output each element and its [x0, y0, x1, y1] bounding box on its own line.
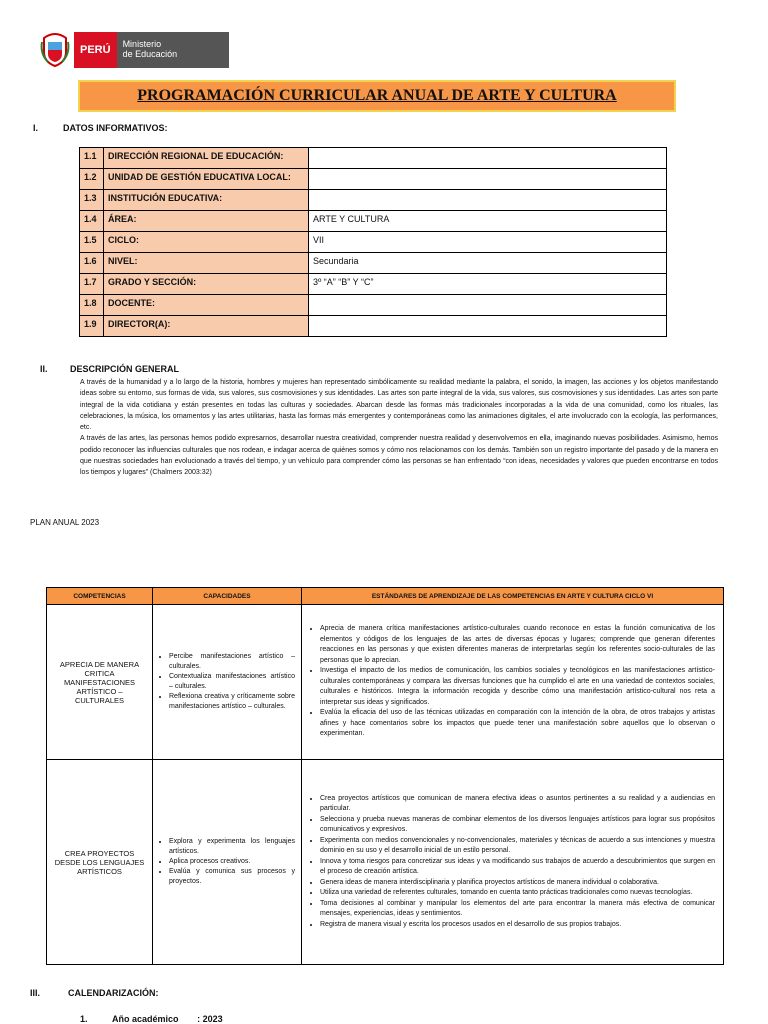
- datos-number-cell: 1.1: [80, 148, 104, 169]
- datos-value-cell: [309, 148, 667, 169]
- datos-label-cell: CICLO:: [104, 232, 309, 253]
- document-title: PROGRAMACIÓN CURRICULAR ANUAL DE ARTE Y CULTURA: [78, 80, 676, 112]
- competencia-cell: APRECIA DE MANERA CRITICA MANIFESTACIONES ARTÍSTICO – CULTURALES: [47, 605, 153, 760]
- competencias-header-row: [47, 588, 724, 605]
- datos-label-cell: DIRECCIÓN REGIONAL DE EDUCACIÓN:: [104, 148, 309, 169]
- ano-academico-line: 1. Año académico : 2023: [80, 1014, 223, 1024]
- datos-label-cell: DIRECTOR(A):: [104, 316, 309, 337]
- list-item: • Contextualiza manifestaciones artístico – culturales.: [169, 672, 295, 692]
- datos-value-cell: [309, 295, 667, 316]
- datos-number-cell: 1.4: [80, 211, 104, 232]
- datos-label-cell: GRADO Y SECCIÓN:: [104, 274, 309, 295]
- table-row: [80, 232, 667, 253]
- peru-label: PERÚ: [74, 32, 117, 68]
- list-item: • Experimenta con medios convencionales y no-convencionales, materiales y técnicas de acuerdo a sus intenciones y muestra dominio en su uso y el desarrollo inicial de un estilo personal.: [320, 836, 715, 857]
- datos-value-cell: VII: [309, 232, 667, 253]
- table-row: [47, 605, 724, 760]
- list-item: • Percibe manifestaciones artístico – culturales.: [169, 652, 295, 672]
- datos-number-cell: 1.6: [80, 253, 104, 274]
- table-row: [80, 190, 667, 211]
- list-item: • Evalúa la eficacia del uso de las técnicas utilizadas en comparación con la intención de la obra, de otros trabajos y artistas afines y hace comentarios sobre los impactos que puede tener una manifestación sobre aquellos que lo observan o experimentan.: [320, 708, 715, 740]
- datos-label-cell: ÁREA:: [104, 211, 309, 232]
- competencias-table: [46, 587, 724, 965]
- datos-label-cell: DOCENTE:: [104, 295, 309, 316]
- table-row: [80, 211, 667, 232]
- minedu-logo: [40, 32, 229, 68]
- plan-anual-label: PLAN ANUAL 2023: [30, 518, 100, 527]
- header-estandares: ESTÁNDARES DE APRENDIZAJE DE LAS COMPETENCIAS EN ARTE Y CULTURA CICLO VI: [302, 588, 724, 605]
- estandares-cell: [302, 760, 724, 965]
- list-item: • Evalúa y comunica sus procesos y proyectos.: [169, 867, 295, 887]
- datos-number-cell: 1.8: [80, 295, 104, 316]
- list-item: • Crea proyectos artísticos que comunican de manera efectiva ideas o asuntos pertinentes a su realidad y a audiencias en particular.: [320, 794, 715, 815]
- datos-number-cell: 1.2: [80, 169, 104, 190]
- table-row: [80, 253, 667, 274]
- description-text: A través de la humanidad y a lo largo de la historia, hombres y mujeres han representado simbólicamente su realidad mediante la palabra, el sonido, la imagen, las acciones y los objetos manifestando ideas sobre su entorno, sus formas de vida, sus valores, sus cosmovisiones y sus identidades. Las artes son parte integral de la vida, sus valores, sus cosmovisiones y sus identidades. Las artes son parte integral de la vida cotidiana y están presentes en todas las culturas y sociedades. Abarcan desde las formas más tradicionales incorporadas a la vida de una comunidad, como los rituales, las celebraciones, la música, los ornamentos y las artes utilitarias, hasta las formas más emergentes y contemporáneas como las animaciones digitales, el arte involucrado con la ecología, las performances, etc. A través de las artes, las personas hemos podido expresarnos, desarrollar nuestra creatividad, comprender nuestra realidad y desenvolvernos en ella, imaginando nuevas posibilidades. Asimismo, hemos podido reconocer las influencias culturales que nos rodean, e indagar acerca de quiénes somos y cómo nos relacionamos con los demás. También son un registro importante del pasado y de la manera en que nuestras sociedades han evolucionado a través del tiempo, y un vehículo para comprender cómo las personas se han enfrentado “con ideas, necesidades y valores que pueden encontrarse en todos los tiempos y lugares” (Chalmers 2003:32): [80, 379, 718, 477]
- datos-number-cell: 1.7: [80, 274, 104, 295]
- datos-value-cell: [309, 316, 667, 337]
- datos-number-cell: 1.5: [80, 232, 104, 253]
- list-item: • Explora y experimenta los lenguajes artísticos.: [169, 837, 295, 857]
- ministry-label: Ministerio de Educación: [117, 32, 229, 68]
- list-item: • Genera ideas de manera interdisciplinaria y planifica proyectos artísticos de manera individual o colaborativa.: [320, 878, 715, 889]
- list-item: • Aprecia de manera crítica manifestaciones artístico-culturales cuando reconoce en estas la función comunicativa de los elementos y códigos de los lenguajes de las artes de diversas épocas y lugares; comprende que generan diferentes reacciones en las personas y que existen diferentes maneras de interpretarlas según los referentes socio-culturales de las personas que lo aprecian.: [320, 624, 715, 666]
- list-item: • Utiliza una variedad de referentes culturales, tomando en cuenta tanto prácticas tradicionales como nuevas tecnologías.: [320, 888, 715, 899]
- table-row: [47, 760, 724, 965]
- table-row: [80, 316, 667, 337]
- list-item: • Selecciona y prueba nuevas maneras de combinar elementos de los diversos lenguajes artísticos para lograr sus propósitos comunicativos y expresivos.: [320, 815, 715, 836]
- list-item: • Registra de manera visual y escrita los procesos usados en el desarrollo de sus propios trabajos.: [320, 920, 715, 931]
- datos-number-cell: 1.3: [80, 190, 104, 211]
- list-item: • Reflexiona creativa y críticamente sobre manifestaciones artístico – culturales.: [169, 692, 295, 712]
- list-item: • Toma decisiones al combinar y manipular los elementos del arte para encontrar la manera más efectiva de comunicar mensajes, experiencias, ideas y sentimientos.: [320, 899, 715, 920]
- list-item: • Innova y toma riesgos para concretizar sus ideas y va modificando sus trabajos de acuerdo a descubrimientos que surgen en el proceso de creación artística.: [320, 857, 715, 878]
- datos-value-cell: [309, 190, 667, 211]
- table-row: [80, 295, 667, 316]
- datos-label-cell: NIVEL:: [104, 253, 309, 274]
- table-row: [80, 169, 667, 190]
- competencia-cell: CREA PROYECTOS DESDE LOS LENGUAJES ARTÍSTICOS: [47, 760, 153, 965]
- datos-number-cell: 1.9: [80, 316, 104, 337]
- header-competencias: COMPETENCIAS: [47, 588, 153, 605]
- datos-informativos-table: [79, 147, 667, 337]
- estandares-cell: [302, 605, 724, 760]
- datos-value-cell: ARTE Y CULTURA: [309, 211, 667, 232]
- capacidades-cell: [153, 605, 302, 760]
- datos-value-cell: [309, 169, 667, 190]
- header-capacidades: CAPACIDADES: [153, 588, 302, 605]
- datos-label-cell: INSTITUCIÓN EDUCATIVA:: [104, 190, 309, 211]
- table-row: [80, 274, 667, 295]
- table-row: [80, 148, 667, 169]
- datos-value-cell: 3º “A” “B” Y “C”: [309, 274, 667, 295]
- peru-coat-of-arms-icon: [40, 32, 70, 68]
- list-item: • Investiga el impacto de los medios de comunicación, los cambios sociales y tecnológicos en las manifestaciones artístico-culturales contemporáneas y compara las diversas funciones que ha cumplido el arte en una variedad de contextos sociales, culturales e históricos. Integra la información recogida y describe cómo una manifestación artístico-cultural nos reta a interpretar sus ideas y significados.: [320, 666, 715, 708]
- datos-label-cell: UNIDAD DE GESTIÓN EDUCATIVA LOCAL:: [104, 169, 309, 190]
- list-item: • Aplica procesos creativos.: [169, 857, 295, 867]
- capacidades-cell: [153, 760, 302, 965]
- datos-value-cell: Secundaria: [309, 253, 667, 274]
